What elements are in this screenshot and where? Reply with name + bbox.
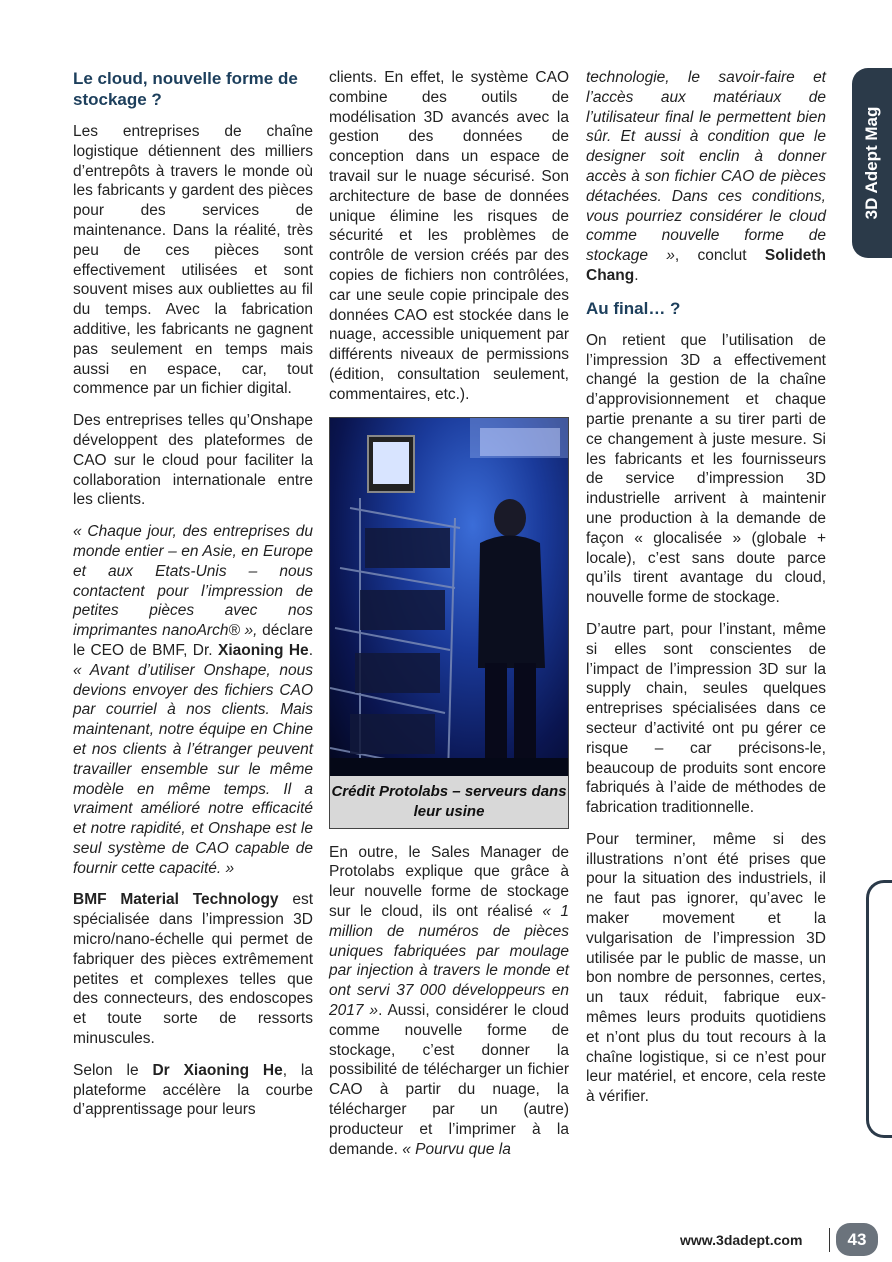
person-name: Dr Xiaoning He: [152, 1061, 283, 1079]
company-name: BMF Material Technology: [73, 891, 279, 909]
paragraph: Des entreprises telles qu’Onshape développent des plateformes de CAO sur le cloud pour faciliter la collaboration internationale entre les clients.: [73, 412, 313, 509]
footer-website-link[interactable]: www.3dadept.com: [680, 1232, 803, 1248]
server-room-illustration: [330, 418, 568, 776]
paragraph: [73, 1061, 313, 1120]
quote: « Pourvu que la: [402, 1140, 511, 1158]
paragraph: clients. En effet, le système CAO combine des outils de modélisation 3D avancés avec la gestion des données de conception dans un espace de travail sur le nuage sécurisé. Son architecture de base de données unique élimine les risques de sécurité et les problèmes de contrôle de version créés par des copies de fichiers non contrôlées, car une seule copie principale des données CAO est stockée dans le nuage, accessible uniquement par différents niveaux de permissions (édition, consultation seulement, commentaires, etc.).: [329, 69, 569, 403]
section-heading-final: Au final… ?: [586, 298, 681, 318]
paragraph: Les entreprises de chaîne logistique détiennent des milliers d’entrepôts à travers le monde où les fabricants y gardent des pièces pour des services de maintenance. Dans la réalité, très peu de ces pièces sont effectivement utilisées et sont souvent mises aux oubliettes au fil du temps. Avec la fabrication additive, les fabricants ne gagnent pas seulement en temps mais aussi en espace, car, tout commence par un fichier digital.: [73, 123, 313, 398]
quote: « Chaque jour, des entreprises du monde entier – en Asie, en Europe et aux Etats-Unis – nous contactent pour l’impression de petites pièces avec nos imprimantes nanoArch® »,: [73, 523, 313, 640]
person-name: Solideth Chang: [586, 247, 826, 284]
paragraph-quote: [73, 522, 313, 878]
side-tab-label: 3D Adept Mag: [862, 106, 881, 220]
section-heading-cloud: Le cloud, nouvelle forme de stockage ?: [73, 69, 298, 109]
quote: technologie, le savoir-faire et l’accès aux matériaux de l’utilisateur final le permettent bien sûr. Et aussi à condition que le designer soit enclin à donner accès à son fichier CAO de pièces détachées. Dans ces conditions, vous pourriez considérer le cloud comme nouvelle forme de stockage »: [586, 69, 826, 265]
text: .: [308, 641, 313, 659]
photo-figure: [329, 417, 569, 829]
column-1: [73, 68, 313, 1132]
text: déclare le CEO de BMF, Dr.: [73, 622, 313, 659]
paragraph: [329, 843, 569, 1160]
text: Selon le: [73, 1061, 153, 1079]
paragraph: D’autre part, pour l’instant, même si elles sont conscientes de l’impact de l’impression 3D sur la supply chain, seules quelques entreprises spécialisées dans ce secteur d’activité ont pu gérer ce risque – car précisons-le, beaucoup de produits sont encore fabriqués à l’aide de méthodes de fabrication traditionnelle.: [586, 620, 826, 817]
paragraph: On retient que l’utilisation de l’impression 3D a effectivement changé la gestion de la chaîne d’approvisionnement et chaque partie prenante a su tirer parti de ce changement à juste mesure. Si les fabricants et les fournisseurs de service d’impression 3D industrielle arrivent à maintenir une production à la demande de façon « glocalisée » (globale + locale), c’est sans doute parce qu’ils tirent avantage du cloud, nouvelle forme de stockage.: [586, 331, 826, 607]
paragraph: Pour terminer, même si des illustrations n’ont été prises que pour la situation des industriels, il ne faut pas ignorer, qu’avec le maker movement et la vulgarisation de l’impression 3D utilisée par le public de masse, un bon nombre de personnes, certes, un taux réduit, fabrique eux-mêmes leurs produits quotidiens et n’ont plus du tout recours à la chaîne logistique, si ce n’est pour leur matériel, et encore, cela reste à vérifier.: [586, 830, 826, 1106]
paragraph: [586, 68, 826, 286]
side-tab: [852, 68, 892, 258]
text: .: [634, 266, 639, 284]
text: En outre, le Sales Manager de Protolabs explique que grâce à leur nouvelle forme de stockage sur le cloud, ils ont réalisé: [329, 843, 569, 920]
text: , conclut: [674, 247, 765, 265]
person-name: Xiaoning He: [218, 641, 309, 659]
text: , la plateforme accélère la courbe d’apprentissage pour leurs: [73, 1061, 313, 1119]
column-3: [586, 68, 826, 1119]
server-room-photo: [330, 418, 568, 776]
text: . Aussi, considérer le cloud comme nouvelle forme de stockage, c’est donner la possibilité de télécharger un fichier CAO à partir du nuage, la télécharger par un (autre) producteur et l’imprimer à la demande.: [329, 1001, 569, 1158]
quote: « 1 million de numéros de pièces uniques fabriquées par moulage par injection à travers le monde et ont servi 37 000 développeurs en 2017 »: [329, 902, 569, 1019]
photo-caption: Crédit Protolabs – serveurs dans leur usine: [330, 776, 568, 828]
text: est spécialisée dans l’impression 3D micro/nano-échelle qui permet de fabriquer des pièces extrêmement petites et complexes telles que des connecteurs, des endoscopes et toute sorte de ressorts minuscules.: [73, 891, 314, 1048]
footer-divider: [829, 1228, 830, 1252]
side-bracket: [866, 880, 892, 1138]
paragraph: [73, 890, 313, 1048]
column-2: [329, 68, 569, 1171]
page-number-badge: 43: [836, 1223, 878, 1256]
quote: « Avant d’utiliser Onshape, nous devions envoyer des fichiers CAO par courriel à nos clients. Mais maintenant, notre équipe en Chine et nos clients à l’étranger peuvent travailler ensemble sur le même modèle en même temps. Il a vraiment amélioré notre efficacité et notre rapidité, et Onshape est le seul système de CAO capable de fournir cette capacité. »: [73, 661, 313, 877]
